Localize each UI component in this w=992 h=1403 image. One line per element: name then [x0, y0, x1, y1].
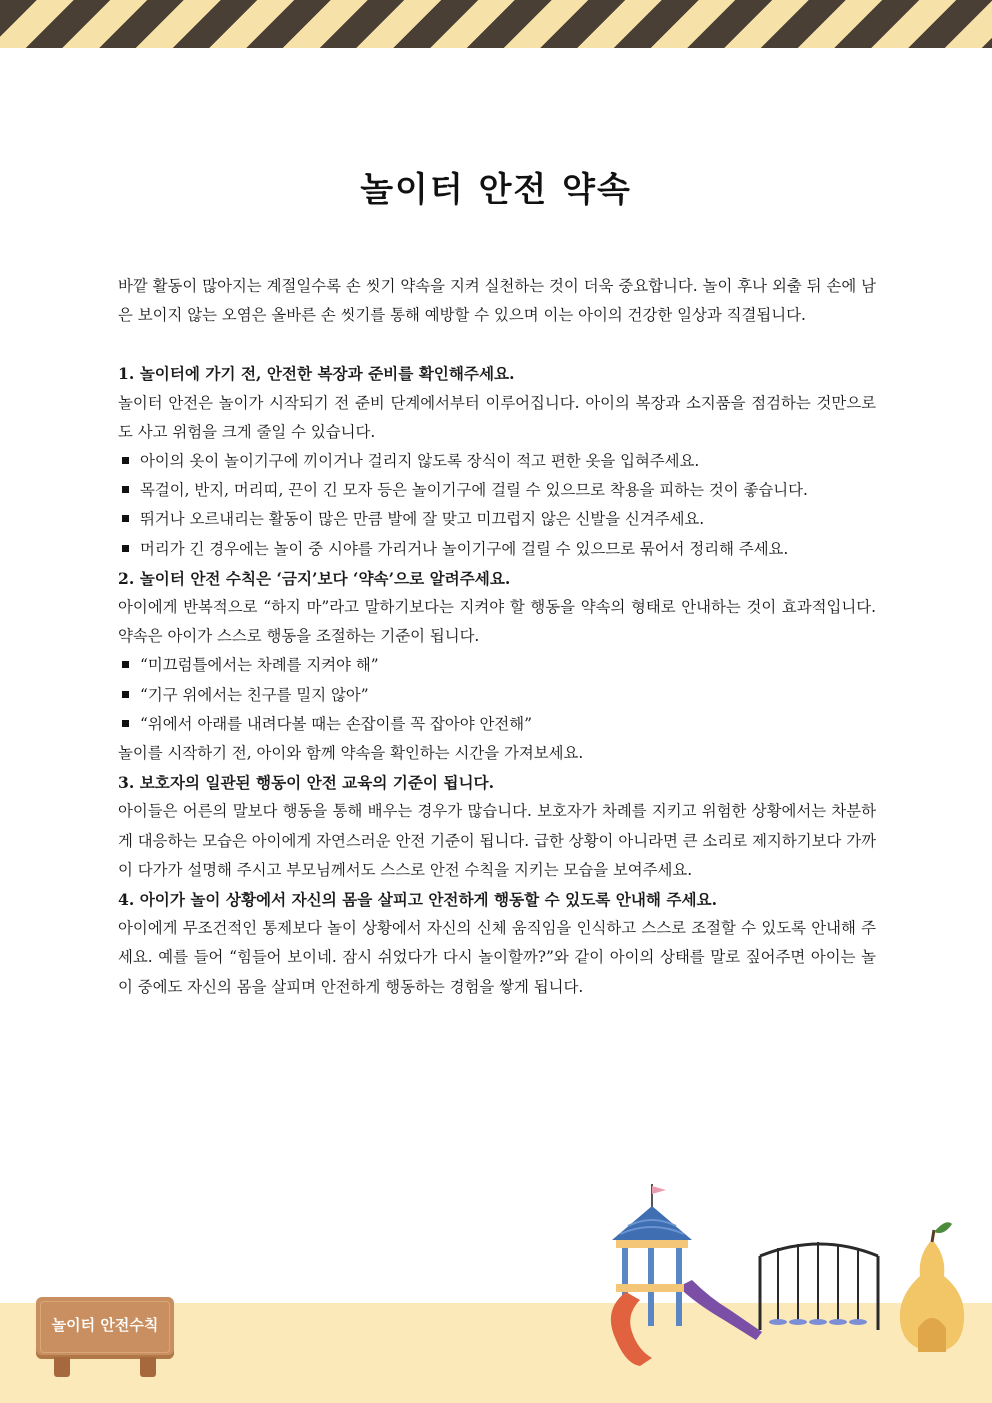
section-heading: 3. 보호자의 일관된 행동이 안전 교육의 기준이 됩니다. — [118, 773, 495, 793]
square-bullet-icon — [118, 447, 140, 476]
bullet-item: 아이의 옷이 놀이기구에 끼이거나 걸리지 않도록 장식이 적고 편한 옷을 입혀주세요. — [118, 447, 876, 476]
section-3 — [118, 768, 876, 885]
square-bullet-icon — [118, 651, 140, 680]
square-bullet-icon — [118, 535, 140, 564]
bullet-item: 목걸이, 반지, 머리띠, 끈이 긴 모자 등은 놀이기구에 걸릴 수 있으므로 착용을 피하는 것이 좋습니다. — [118, 476, 876, 505]
square-bullet-icon — [118, 505, 140, 534]
section-2 — [118, 564, 876, 768]
section-body: 아이에게 무조건적인 통제보다 놀이 상황에서 자신의 신체 움직임을 인식하고 스스로 조절할 수 있도록 안내해 주세요. 예를 들어 “힘들어 보이네. 잠시 쉬었다가 다시 놀이할까?”와 같이 아이의 상태를 말로 짚어주면 아이는 놀이 중에도 자신의 몸을 살피며 안전하게 행동하는 경험을 쌓게 됩니다. — [118, 919, 876, 996]
bullet-item: 머리가 긴 경우에는 놀이 중 시야를 가리거나 놀이기구에 걸릴 수 있으므로 묶어서 정리해 주세요. — [118, 535, 876, 564]
square-bullet-icon — [118, 710, 140, 739]
caution-stripe-header — [0, 0, 992, 48]
bullet-item: “기구 위에서는 친구를 밀지 않아” — [118, 681, 876, 710]
section-note: 놀이를 시작하기 전, 아이와 함께 약속을 확인하는 시간을 가져보세요. — [118, 744, 584, 763]
bullet-item: 뛰거나 오르내리는 활동이 많은 만큼 발에 잘 맞고 미끄럽지 않은 신발을 신겨주세요. — [118, 505, 876, 534]
document-body — [118, 272, 876, 1002]
page-title: 놀이터 안전 약속 — [360, 170, 632, 210]
section-body: 아이에게 반복적으로 “하지 마”라고 말하기보다는 지켜야 할 행동을 약속의 형태로 안내하는 것이 효과적입니다. 약속은 아이가 스스로 행동을 조절하는 기준이 됩니다. — [118, 598, 876, 646]
square-bullet-icon — [118, 476, 140, 505]
section-heading: 4. 아이가 놀이 상황에서 자신의 몸을 살피고 안전하게 행동할 수 있도록 안내해 주세요. — [118, 890, 718, 910]
section-heading: 2. 놀이터 안전 수칙은 ‘금지’보다 ‘약속’으로 알려주세요. — [118, 568, 511, 588]
sign-leg — [54, 1357, 70, 1377]
section-1 — [118, 359, 876, 563]
section-heading: 1. 놀이터에 가기 전, 안전한 복장과 준비를 확인해주세요. — [118, 364, 515, 384]
section-body: 놀이터 안전은 놀이가 시작되기 전 준비 단계에서부터 이루어집니다. 아이의 복장과 소지품을 점검하는 것만으로도 사고 위험을 크게 줄일 수 있습니다. — [118, 393, 876, 441]
bullet-item: “미끄럼틀에서는 차례를 지켜야 해” — [118, 651, 876, 680]
climbing-bars-icon — [760, 1242, 878, 1330]
bullet-item: “위에서 아래를 내려다볼 때는 손잡이를 꼭 잡아야 안전해” — [118, 710, 876, 739]
sign-label: 놀이터 안전수칙 — [51, 1316, 159, 1334]
red-slide-icon — [611, 1292, 652, 1366]
section-body: 아이들은 어른의 말보다 행동을 통해 배우는 경우가 많습니다. 보호자가 차례를 지키고 위험한 상황에서는 차분하게 대응하는 모습은 아이에게 자연스러운 안전 기준이 됩니다. 급한 상황이 아니라면 큰 소리로 제지하기보다 가까이 다가가 설명해 주시고 부모님께서도 스스로 안전 수칙을 지키는 모습을 보여주세요. — [118, 802, 876, 879]
purple-slide-icon — [684, 1280, 762, 1340]
section-4 — [118, 885, 876, 1002]
pear-house-icon — [900, 1222, 964, 1352]
sign-leg — [140, 1357, 156, 1377]
playground-illustration — [600, 1180, 992, 1380]
square-bullet-icon — [118, 681, 140, 710]
intro-paragraph: 바깥 활동이 많아지는 계절일수록 손 씻기 약속을 지켜 실천하는 것이 더욱 중요합니다. 놀이 후나 외출 뒤 손에 남은 보이지 않는 오염은 올바른 손 씻기를 통해 예방할 수 있으며 이는 아이의 건강한 일상과 직결됩니다. — [118, 277, 876, 325]
